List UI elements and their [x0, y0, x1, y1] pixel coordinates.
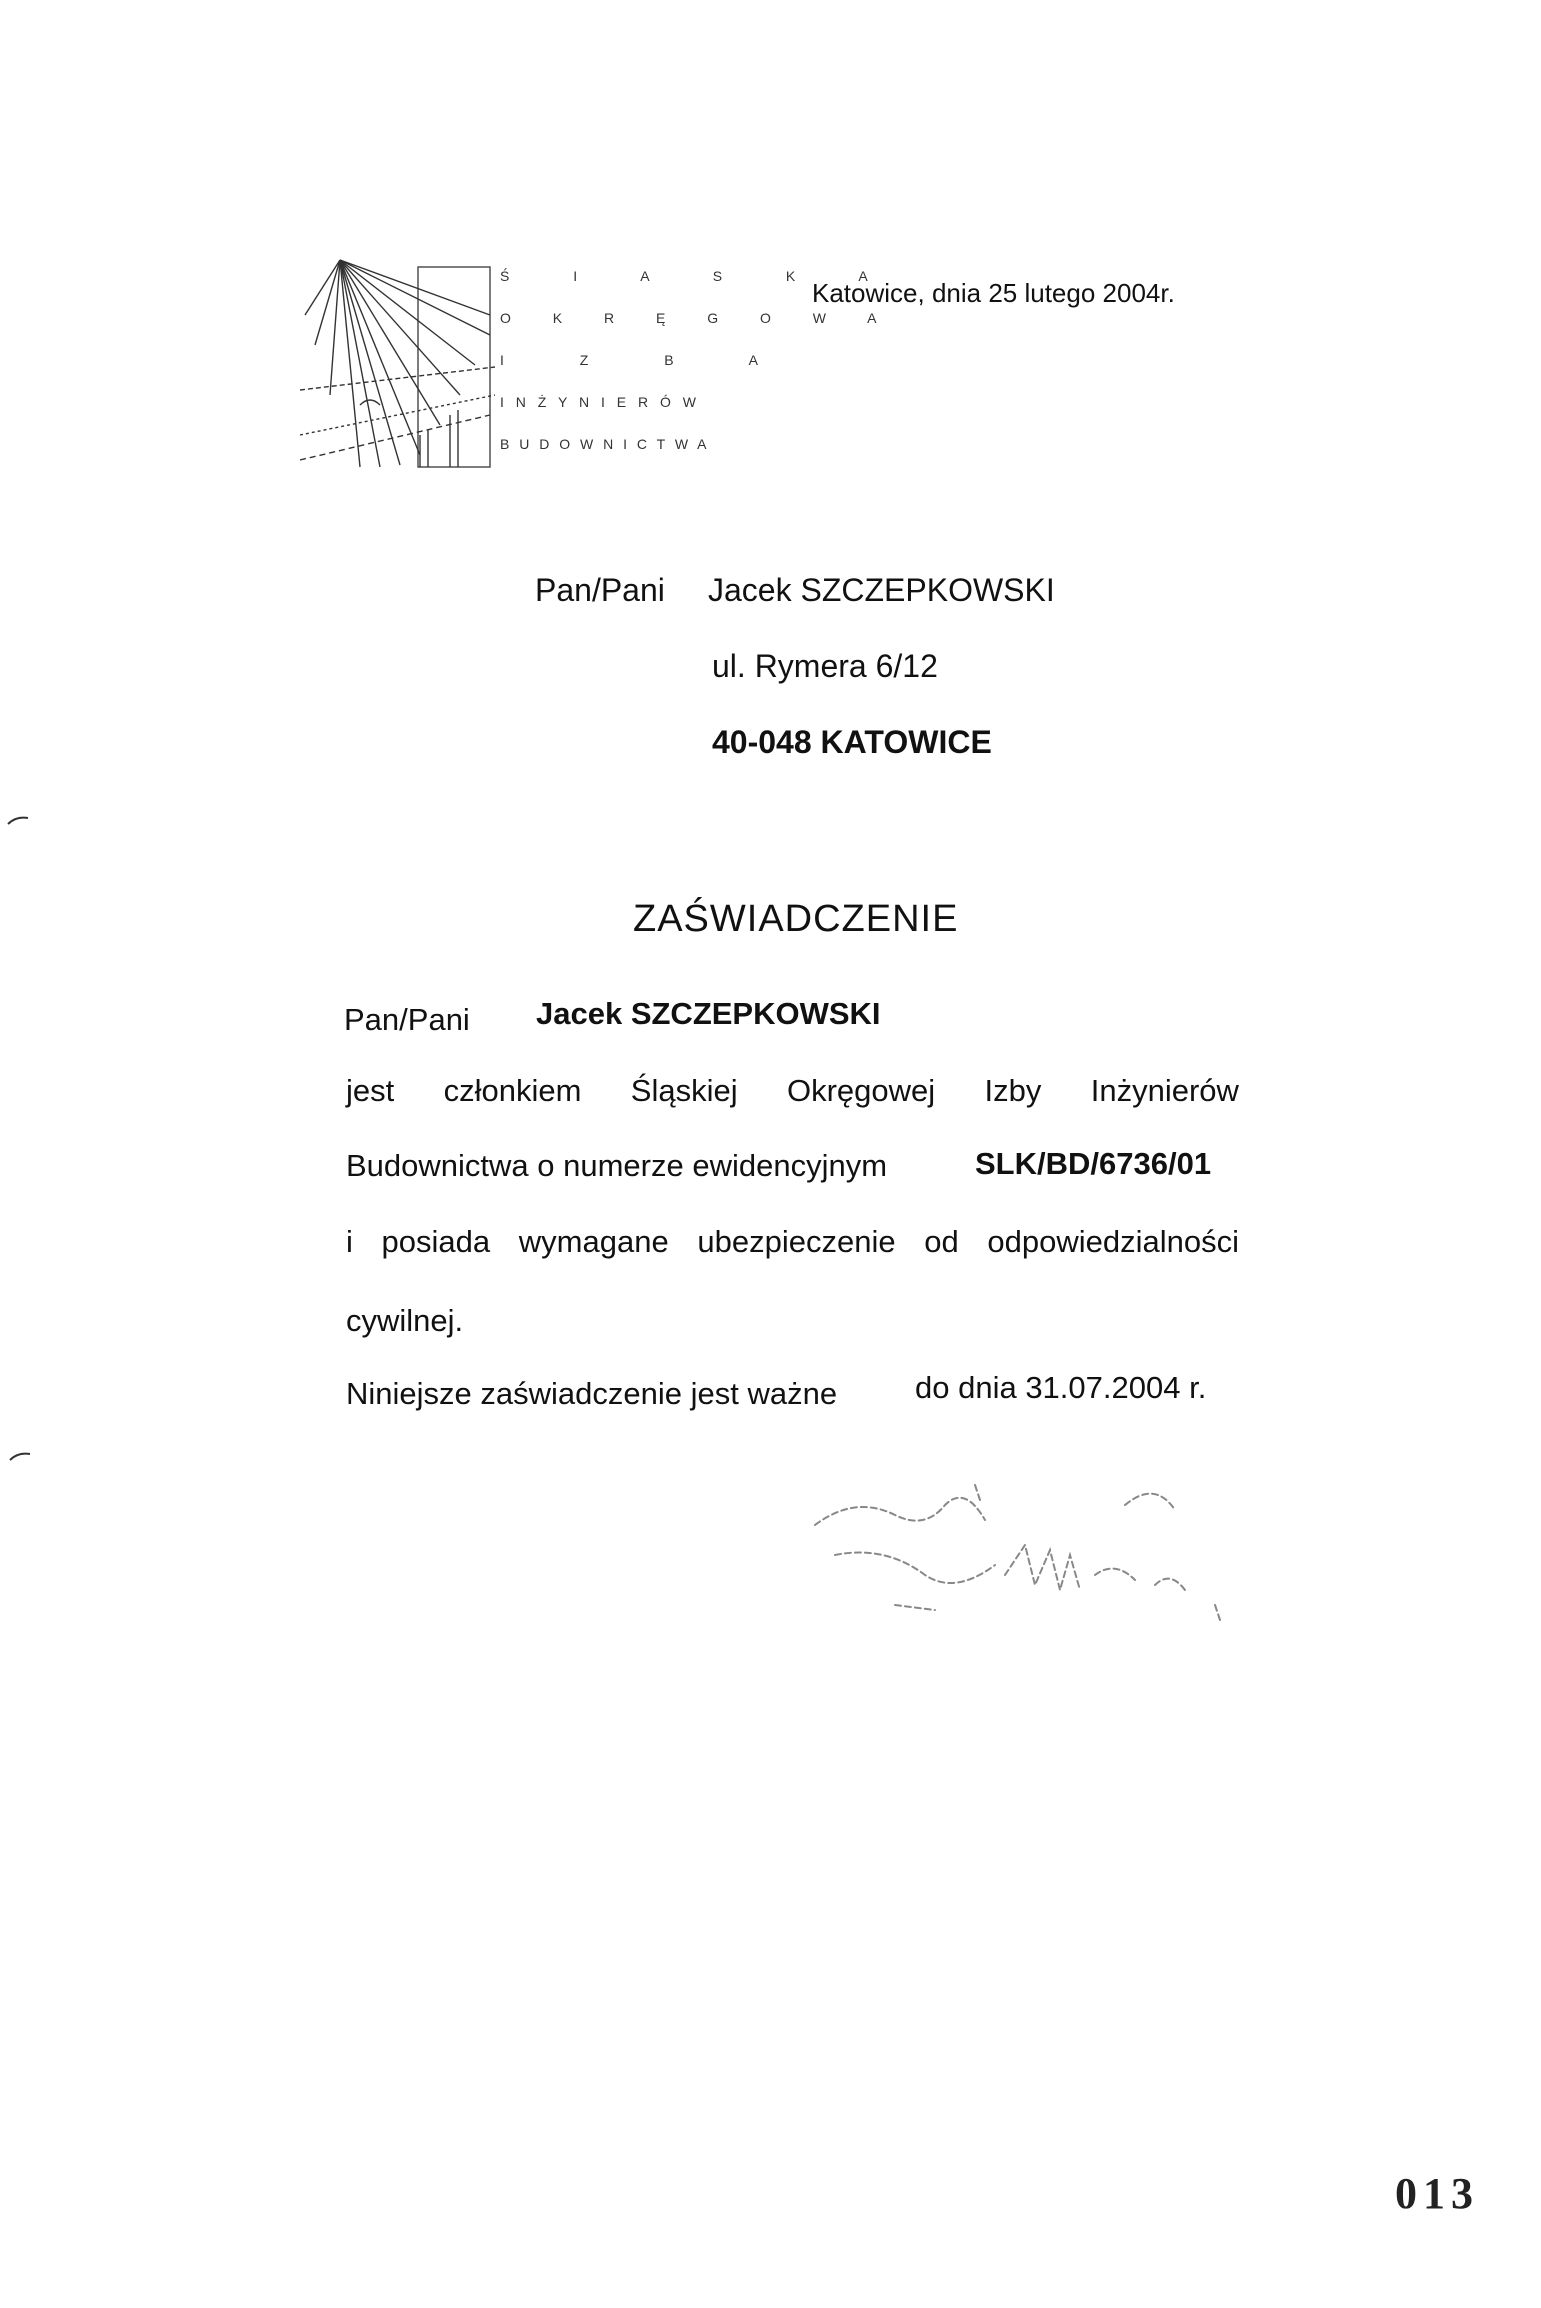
address-label: Pan/Pani — [535, 572, 665, 608]
word: od — [924, 1224, 959, 1259]
address-street: ul. Rymera 6/12 — [712, 648, 938, 684]
logo-text-line-1: Ś I A S K A — [500, 268, 898, 284]
scan-mark-icon — [6, 812, 30, 828]
date-line: Katowice, dnia 25 lutego 2004r. — [812, 278, 1175, 308]
signature-icon — [795, 1465, 1235, 1640]
address-name: Jacek SZCZEPKOWSKI — [708, 572, 1055, 608]
word: odpowiedzialności — [987, 1224, 1239, 1259]
word: jest — [346, 1073, 395, 1108]
word: wymagane — [518, 1224, 669, 1259]
logo-text-line-3: I Z B A — [500, 352, 795, 368]
logo-text-line-2: O K R Ę G O W A — [500, 310, 896, 326]
body-line-registry: Budownictwa o numerze ewidencyjnym — [346, 1148, 888, 1183]
word: Okręgowej — [786, 1073, 936, 1108]
body-name: Jacek SZCZEPKOWSKI — [536, 996, 881, 1031]
word: Izby — [984, 1073, 1042, 1108]
page-number: 013 — [1395, 2169, 1479, 2218]
body-line-insurance — [346, 1224, 1239, 1260]
word: i — [346, 1224, 353, 1259]
scan-mark-icon — [8, 1448, 32, 1464]
body-line-membership — [346, 1073, 1239, 1109]
document-title: ZAŚWIADCZENIE — [633, 898, 959, 940]
logo-text-line-5: B U D O W N I C T W A — [500, 436, 710, 452]
word: Inżynierów — [1090, 1073, 1239, 1108]
address-city: 40-048 KATOWICE — [712, 724, 992, 760]
word: członkiem — [443, 1073, 582, 1108]
logo-text-line-4: I N Ż Y N I E R Ó W — [500, 394, 700, 410]
body-line-civil: cywilnej. — [346, 1303, 464, 1338]
word: Śląskiej — [630, 1073, 738, 1108]
validity-date: do dnia 31.07.2004 r. — [915, 1370, 1207, 1405]
bridge-logo-icon — [300, 255, 495, 470]
body-label: Pan/Pani — [344, 1002, 470, 1037]
validity-text: Niniejsze zaświadczenie jest ważne — [346, 1376, 838, 1411]
word: ubezpieczenie — [697, 1224, 896, 1259]
word: posiada — [381, 1224, 491, 1259]
registry-number: SLK/BD/6736/01 — [975, 1146, 1212, 1181]
